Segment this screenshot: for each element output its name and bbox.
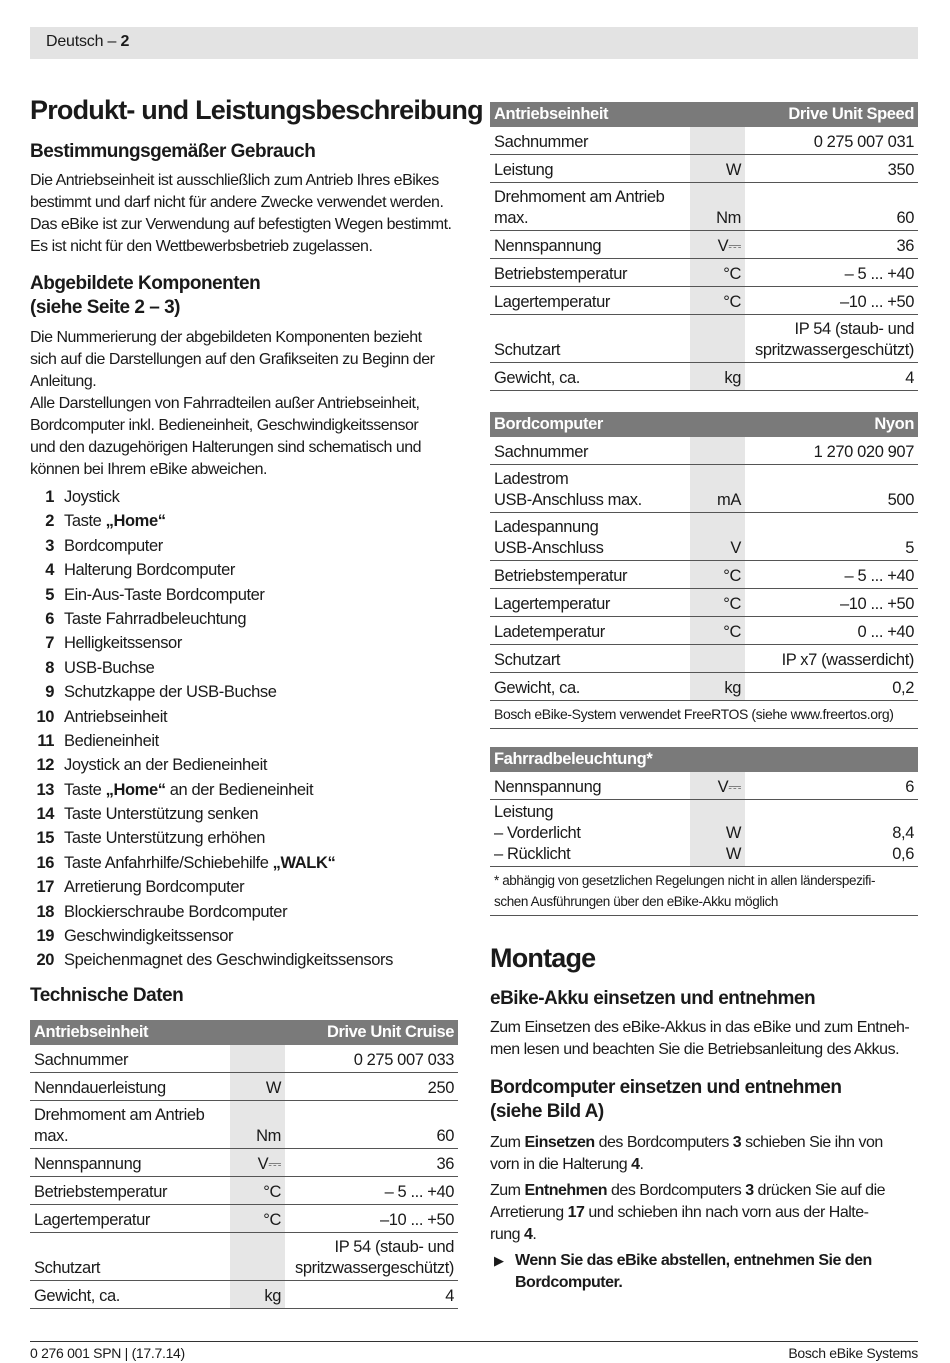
item-number: 7: [45, 634, 54, 653]
table-row: Leistung – Vorderlicht – Rücklicht W W 8,4 0,6: [490, 800, 918, 867]
list-item: [30, 705, 460, 729]
row-value: IP 54 (staub- und spritzwassergeschützt): [745, 315, 918, 363]
row-unit: kg: [690, 673, 745, 701]
table-row: [30, 1101, 458, 1149]
row-label: Schutzart: [490, 315, 690, 363]
item-label: Taste Unterstützung senken: [64, 805, 259, 824]
row-value: 500: [745, 465, 918, 513]
item-label: Joystick: [64, 488, 120, 506]
remove-text: Zum Entnehmen des Bordcomputers 3 drücken Sie auf die Arretierung 17 und schieben ihn nach vorn aus der Halte- rung 4.: [490, 1182, 886, 1243]
lighting-footnote: * abhängig von gesetzlichen Regelungen nicht in allen länderspezifi- schen Ausführungen über den eBike-Akku möglich: [490, 867, 918, 916]
list-item: [30, 485, 460, 509]
section-title: Produkt- und Leistungsbeschreibung: [30, 95, 483, 125]
item-label: Speichenmagnet des Geschwindigkeitssensors: [64, 951, 393, 970]
item-number: 13: [36, 780, 54, 799]
table-row: [490, 183, 918, 231]
nyon-spec-table: [490, 412, 918, 729]
item-number: 14: [36, 805, 54, 824]
row-value: 5: [745, 513, 918, 561]
row-unit: °C: [230, 1205, 285, 1233]
item-label: Arretierung Bordcomputer: [64, 878, 245, 897]
table-row: [490, 155, 918, 183]
item-label: Bordcomputer: [64, 536, 163, 555]
item-number: 9: [45, 683, 54, 702]
table-head-right: Drive Unit Cruise: [285, 1020, 458, 1045]
list-item: [30, 607, 460, 631]
row-value: 60: [285, 1101, 458, 1149]
item-label: Bedieneinheit: [64, 731, 159, 750]
row-unit: W: [230, 1073, 285, 1101]
item-label: Helligkeitssensor: [64, 634, 182, 653]
item-number: 15: [36, 829, 54, 848]
page-header: [30, 27, 918, 59]
row-unit: °C: [690, 259, 745, 287]
table-row: [490, 513, 918, 561]
item-label: Halterung Bordcomputer: [64, 561, 235, 580]
row-unit: °C: [690, 589, 745, 617]
row-value: –10 ... +50: [745, 287, 918, 315]
list-item: [30, 826, 460, 850]
item-label: USB-Buchse: [64, 658, 155, 677]
row-unit: °C: [690, 561, 745, 589]
row-value: 36: [285, 1149, 458, 1177]
table-row: [490, 315, 918, 363]
row-label: Nenndauerleistung: [30, 1073, 230, 1101]
item-label: Geschwindigkeitssensor: [64, 927, 234, 946]
table-row: [30, 1073, 458, 1101]
speed-spec-table: [490, 102, 918, 391]
nyon-spec-body: [490, 437, 918, 701]
row-unit: °C: [690, 617, 745, 645]
row-unit: [690, 127, 745, 155]
table-head-left: Fahrradbeleuchtung*: [490, 747, 918, 772]
table-head-right: Nyon: [745, 412, 918, 437]
row-unit: Nm: [230, 1101, 285, 1149]
akku-heading: eBike-Akku einsetzen und entnehmen: [490, 988, 816, 1009]
item-number: 16: [36, 853, 54, 872]
item-number: 20: [36, 951, 54, 970]
row-unit: V: [690, 513, 745, 561]
footer-brand: Bosch eBike Systems: [788, 1345, 918, 1361]
freertos-note: Bosch eBike-System verwendet FreeRTOS (siehe www.freertos.org): [490, 701, 918, 729]
montage-title: Montage: [490, 943, 596, 973]
tech-data-heading: Technische Daten: [30, 985, 184, 1006]
intended-use-text: Die Antriebseinheit ist ausschließlich zum Antrieb Ihres eBikes bestimmt und darf nicht für andere Zwecke verwendet werden. Das eBike ist zur Verwendung auf befestigten Wegen bestimmt. Es ist nicht für den Wettbewerbsbetrieb zugelassen.: [30, 172, 452, 255]
row-unit: °C: [690, 287, 745, 315]
row-label: Sachnummer: [490, 437, 690, 465]
table-row: [490, 127, 918, 155]
list-item: [30, 924, 460, 948]
row-value: – 5 ... +40: [285, 1177, 458, 1205]
akku-text: Zum Einsetzen des eBike-Akkus in das eBike und zum Entneh- men lesen und beachten Sie die Betriebsanleitung des Akkus.: [490, 1019, 910, 1058]
row-value: 36: [745, 231, 918, 259]
row-label: Drehmoment am Antrieb max.: [490, 183, 690, 231]
row-label: Nennspannung: [490, 231, 690, 259]
row-label: Gewicht, ca.: [490, 363, 690, 391]
row-unit: [690, 645, 745, 673]
table-row: [490, 645, 918, 673]
row-unit: °C: [230, 1177, 285, 1205]
table-row: [490, 363, 918, 391]
components-text: Die Nummerierung der abgebildeten Komponenten bezieht sich auf die Darstellungen auf den Grafikseiten zu Beginn der Anleitung. Alle Darstellungen von Fahrradteilen außer Antriebseinheit, Bordcomputer inkl. Bedieneinheit, Geschwindigkeitssensor und den dazugehörigen Halterungen sind schematisch und können bei Ihrem eBike abweichen.: [30, 329, 435, 478]
list-item: [30, 851, 460, 875]
row-label: Ladespannung USB-Anschluss: [490, 513, 690, 561]
list-item: [30, 509, 460, 533]
table-row: [490, 673, 918, 701]
row-unit: W: [690, 155, 745, 183]
row-label: Sachnummer: [30, 1045, 230, 1073]
table-row: [30, 1281, 458, 1309]
list-item: [30, 875, 460, 899]
row-value: 1 270 020 907: [745, 437, 918, 465]
list-item: [30, 778, 460, 802]
list-item: [30, 680, 460, 704]
row-unit: V⎓: [690, 231, 745, 259]
row-label: Betriebstemperatur: [30, 1177, 230, 1205]
item-label: Taste Fahrradbeleuchtung: [64, 609, 247, 628]
row-label: Schutzart: [30, 1233, 230, 1281]
item-number: 4: [45, 561, 54, 580]
cruise-spec-body: [30, 1045, 458, 1309]
item-label: Taste Unterstützung erhöhen: [64, 829, 266, 848]
row-label: Gewicht, ca.: [490, 673, 690, 701]
table-row: [490, 561, 918, 589]
table-row: [490, 589, 918, 617]
intended-use-heading: Bestimmungsgemäßer Gebrauch: [30, 141, 316, 162]
row-label: Lagertemperatur: [490, 287, 690, 315]
components-heading: Abgebildete Komponenten (siehe Seite 2 – 3): [30, 273, 261, 318]
footer-doc-number: 0 276 001 SPN | (17.7.14): [30, 1345, 185, 1361]
row-label: Schutzart: [490, 645, 690, 673]
components-list: [30, 485, 460, 973]
item-number: 17: [36, 878, 54, 897]
item-label: Taste „Home“: [64, 512, 166, 531]
item-label: Ein-Aus-Taste Bordcomputer: [64, 585, 265, 604]
table-row: [490, 437, 918, 465]
row-value: 0 275 007 033: [285, 1045, 458, 1073]
row-unit: Nm: [690, 183, 745, 231]
list-item: [30, 656, 460, 680]
row-unit: [230, 1233, 285, 1281]
row-label: Betriebstemperatur: [490, 561, 690, 589]
item-number: 2: [45, 512, 54, 531]
light-spec-table: [490, 747, 918, 916]
row-value: 250: [285, 1073, 458, 1101]
row-unit: kg: [690, 363, 745, 391]
row-label: Leistung: [490, 155, 690, 183]
row-value: 0 275 007 031: [745, 127, 918, 155]
row-unit: kg: [230, 1281, 285, 1309]
cruise-spec-table: [30, 1020, 458, 1309]
row-label: Gewicht, ca.: [30, 1281, 230, 1309]
row-unit: [230, 1045, 285, 1073]
row-value: IP x7 (wasserdicht): [745, 645, 918, 673]
row-value: –10 ... +50: [285, 1205, 458, 1233]
list-item: [30, 558, 460, 582]
item-label: Antriebseinheit: [64, 707, 168, 726]
item-number: 3: [45, 536, 54, 555]
item-label: Taste Anfahrhilfe/Schiebehilfe „WALK“: [64, 853, 336, 872]
list-item: [30, 948, 460, 972]
row-unit: V⎓: [230, 1149, 285, 1177]
item-label: Joystick an der Bedieneinheit: [64, 756, 268, 775]
row-label: Sachnummer: [490, 127, 690, 155]
item-number: 18: [36, 902, 54, 921]
table-row: [30, 1177, 458, 1205]
table-head-right: Drive Unit Speed: [745, 102, 918, 127]
item-number: 8: [45, 658, 54, 677]
item-label: Taste „Home“ an der Bedieneinheit: [64, 780, 314, 799]
header-text: Deutsch – 2: [46, 33, 130, 50]
bordcomputer-heading: Bordcomputer einsetzen und entnehmen (siehe Bild A): [490, 1077, 842, 1122]
row-value: 4: [285, 1281, 458, 1309]
row-unit: [690, 437, 745, 465]
item-label: Schutzkappe der USB-Buchse: [64, 683, 277, 702]
table-row: [490, 231, 918, 259]
item-number: 11: [37, 731, 54, 750]
table-row: [490, 617, 918, 645]
item-number: 6: [45, 609, 54, 628]
table-row: [490, 259, 918, 287]
row-label: Ladestrom USB-Anschluss max.: [490, 465, 690, 513]
page-number: 2: [120, 33, 130, 50]
list-item: [30, 583, 460, 607]
row-value: IP 54 (staub- und spritzwassergeschützt): [285, 1233, 458, 1281]
row-label: Lagertemperatur: [490, 589, 690, 617]
row-value: 0 ... +40: [745, 617, 918, 645]
table-row: [30, 1205, 458, 1233]
row-value: – 5 ... +40: [745, 561, 918, 589]
row-label: Betriebstemperatur: [490, 259, 690, 287]
list-item: [30, 802, 460, 826]
table-row: [490, 465, 918, 513]
table-row: [30, 1233, 458, 1281]
table-row: [30, 1149, 458, 1177]
speed-spec-body: [490, 127, 918, 391]
row-unit: [690, 315, 745, 363]
row-label: Lagertemperatur: [30, 1205, 230, 1233]
triangle-bullet-icon: ▶: [494, 1253, 504, 1268]
item-label: Blockierschraube Bordcomputer: [64, 902, 288, 921]
row-label: Ladetemperatur: [490, 617, 690, 645]
list-item: [30, 631, 460, 655]
item-number: 12: [36, 756, 54, 775]
row-value: – 5 ... +40: [745, 259, 918, 287]
row-value: 350: [745, 155, 918, 183]
list-item: [30, 729, 460, 753]
row-value: 4: [745, 363, 918, 391]
table-row: [490, 287, 918, 315]
item-number: 1: [45, 488, 54, 506]
item-number: 19: [36, 927, 54, 946]
item-number: 10: [36, 707, 54, 726]
footer-rule: [30, 1341, 918, 1342]
insert-text: Zum Einsetzen des Bordcomputers 3 schieben Sie ihn von vorn in die Halterung 4.: [490, 1134, 883, 1173]
table-row: [30, 1045, 458, 1073]
list-item: [30, 900, 460, 924]
table-head-left: Bordcomputer: [490, 412, 745, 437]
list-item: [30, 753, 460, 777]
row-label: Drehmoment am Antrieb max.: [30, 1101, 230, 1149]
item-number: 5: [45, 585, 54, 604]
row-label: Nennspannung: [30, 1149, 230, 1177]
row-value: –10 ... +50: [745, 589, 918, 617]
table-row: Nennspannung V⎓ 6: [490, 772, 918, 800]
row-value: 60: [745, 183, 918, 231]
list-item: [30, 534, 460, 558]
table-head-left: Antriebseinheit: [30, 1020, 285, 1045]
table-head-left: Antriebseinheit: [490, 102, 745, 127]
row-unit: mA: [690, 465, 745, 513]
row-value: 0,2: [745, 673, 918, 701]
